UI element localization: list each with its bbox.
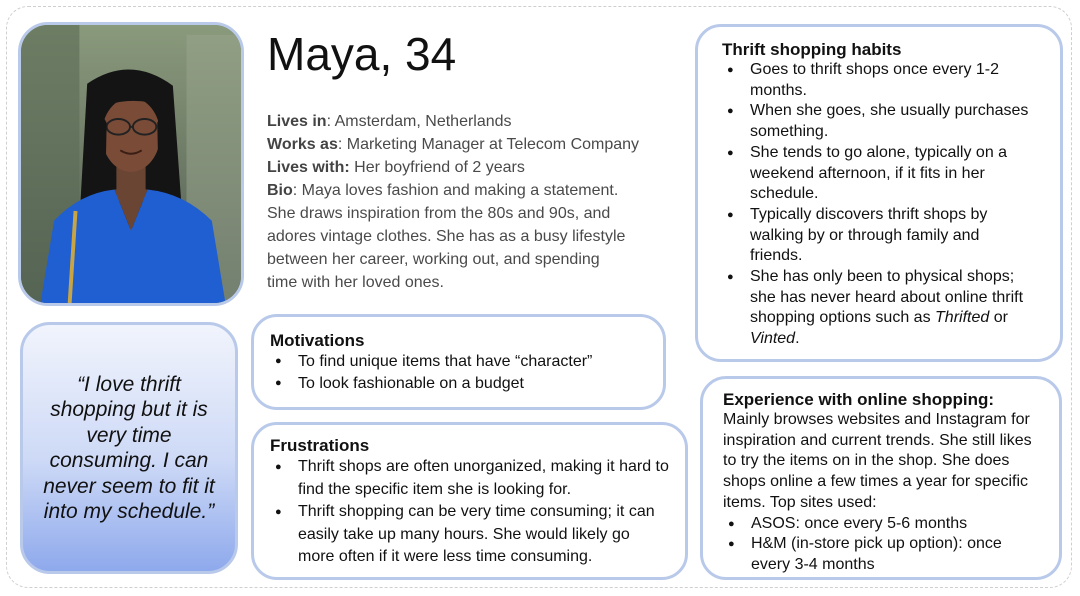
persona-quote: “I love thrift shopping but it is very time consuming. I can never seem to fit it into my schedule.” <box>43 372 215 523</box>
persona-photo <box>18 22 244 306</box>
list-item: ● Thrift shops are often unorganized, making it hard to find the specific item she is looking for. <box>270 456 669 501</box>
persona-name: Maya, 34 <box>267 28 457 80</box>
list-item: ● H&M (in-store pick up option): once every 3-4 months <box>723 534 1039 575</box>
bio-line: between her career, working out, and spending <box>267 251 600 268</box>
list-item: ● Goes to thrift shops once every 1-2 months. <box>722 60 1036 101</box>
lives-with-row <box>267 156 687 179</box>
online-sites-list <box>723 514 1039 576</box>
bio-line: adores vintage clothes. She has as a busy lifestyle <box>267 228 626 245</box>
list-item: ● She tends to go alone, typically on a weekend afternoon, if it fits in her schedule. <box>722 143 1036 205</box>
online-title: Experience with online shopping: <box>723 390 995 409</box>
lives-in-value: : Amsterdam, Netherlands <box>326 113 512 130</box>
habits-title: Thrift shopping habits <box>722 40 902 59</box>
bio-line: She draws inspiration from the 80s and 90s, and <box>267 205 611 222</box>
list-item <box>722 267 1036 350</box>
habits-list <box>722 60 1036 350</box>
persona-info <box>267 110 687 294</box>
lives-with-value: Her boyfriend of 2 years <box>349 159 525 176</box>
online-shopping-card <box>700 376 1062 580</box>
habits-card <box>695 24 1063 362</box>
habit-text: She has only been to physical shops; she has never heard about online thrift shopping options such as <box>750 268 1024 327</box>
bio-line: time with her loved ones. <box>267 274 444 291</box>
motivations-card <box>251 314 666 410</box>
works-as-label: Works as <box>267 136 338 153</box>
bio-text: : Maya loves fashion and making a statement. <box>292 182 619 199</box>
frustrations-card <box>251 422 688 580</box>
persona-portrait-image <box>21 25 241 303</box>
list-item: ● Thrift shopping can be very time consuming; it can easily take up many hours. She would likely go more often if it were less time consuming. <box>270 501 669 569</box>
frustrations-list <box>270 456 669 569</box>
habit-or: or <box>989 309 1008 327</box>
bio-line <box>267 179 687 202</box>
list-item: ● When she goes, she usually purchases something. <box>722 101 1036 142</box>
list-item: ● Typically discovers thrift shops by walking by or through family and friends. <box>722 205 1036 267</box>
bio-label: Bio <box>267 182 293 199</box>
lives-with-label: Lives with: <box>267 159 350 176</box>
motivations-list <box>270 351 647 394</box>
lives-in-label: Lives in <box>267 113 327 130</box>
works-as-row <box>267 133 687 156</box>
lives-in-row <box>267 110 687 133</box>
motivations-title: Motivations <box>270 331 365 350</box>
online-paragraph: Mainly browses websites and Instagram for inspiration and current trends. She still likes to try the items on in the shop. She does shops online a few times a year for specific items. Top sites used: <box>723 411 1032 511</box>
habit-end: . <box>795 330 800 348</box>
works-as-value: : Marketing Manager at Telecom Company <box>337 136 640 153</box>
brand-vinted: Vinted <box>750 330 796 348</box>
list-item: ● To look fashionable on a budget <box>270 373 647 395</box>
list-item: ● ASOS: once every 5-6 months <box>723 514 1039 535</box>
brand-thrifted: Thrifted <box>935 309 990 327</box>
list-item: ● To find unique items that have “character” <box>270 351 647 373</box>
frustrations-title: Frustrations <box>270 436 370 455</box>
quote-card <box>20 322 238 574</box>
